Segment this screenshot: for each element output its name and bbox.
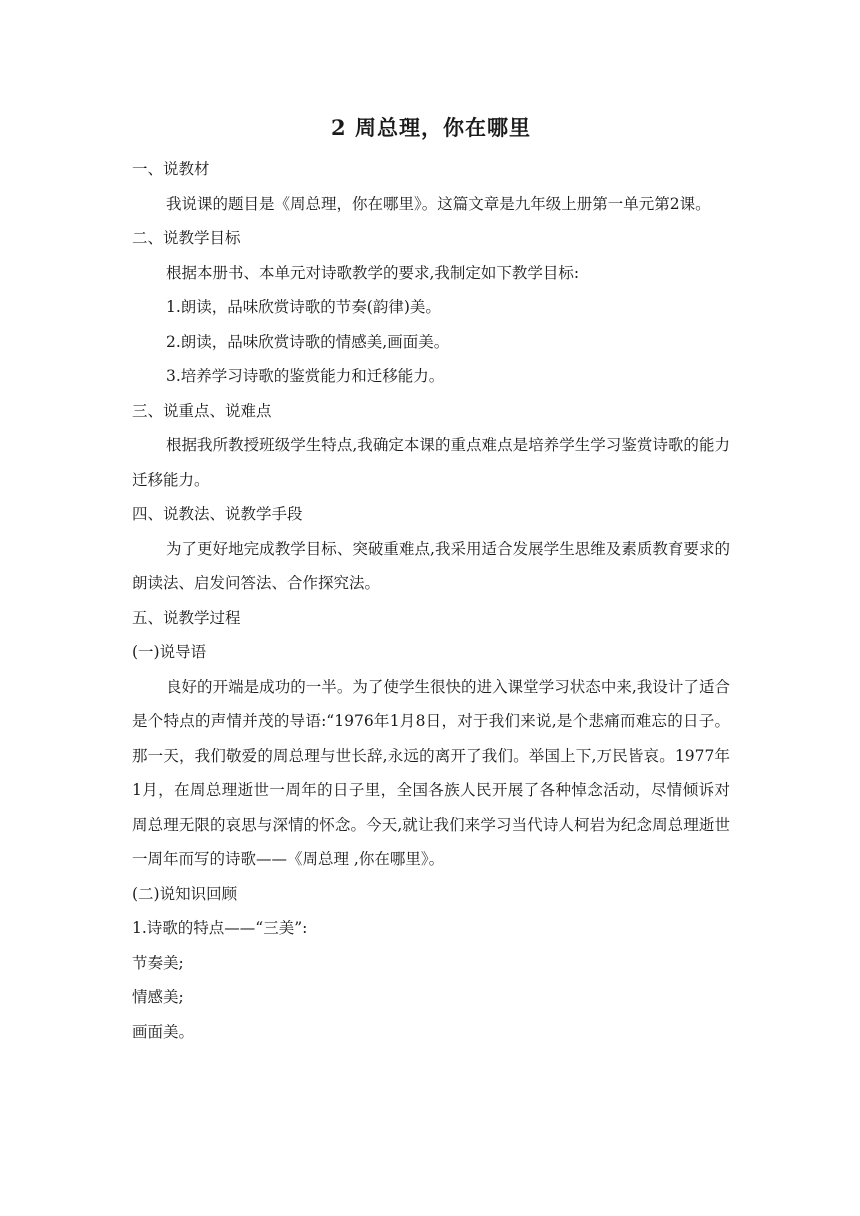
review-item-rhythm: 节奏美; [132,953,184,972]
section-body-4: 为了更好地完成教学目标、突破重难点,我采用适合发展学生思维及素质教育要求的朗读法、启发问答法、合作探究法。 [132,539,730,592]
section-heading-5: 五、说教学过程 [132,608,241,627]
review-point: 1.诗歌的特点——“三美”: [132,919,308,937]
section-heading-1: 一、说教材 [132,160,210,178]
document-page [132,112,730,1049]
goals-intro: 根据本册书、本单元对诗歌教学的要求,我制定如下教学目标: [166,263,580,282]
review-item-emotion: 情感美; [132,988,184,1006]
goal-item-1: 1.朗读，品味欣赏诗歌的节奏(韵律)美。 [166,298,441,316]
section-body-3: 根据我所教授班级学生特点,我确定本课的重点难点是培养学生学习鉴赏诗歌的能力迁移能力。 [132,436,730,489]
section-body-1: 我说课的题目是《周总理，你在哪里》。这篇文章是九年级上册第一单元第2课。 [166,194,711,213]
subsection-heading-intro: (一)说导语 [132,643,207,661]
subsection-heading-review: (二)说知识回顾 [132,884,238,903]
intro-speech-body: 良好的开端是成功的一半。为了使学生很快的进入课堂学习状态中来,我设计了适合是个特点的声情并茂的导语:“1976年1月8日，对于我们来说,是个悲痛而难忘的日子。那一天，我们敬爱的周总理与世长辞,永远的离开了我们。举国上下,万民皆哀。1977年1月，在周总理逝世一周年的日子里，全国各族人民开展了各种悼念活动，尽情倾诉对周总理无限的哀思与深情的怀念。今天,就让我们来学习当代诗人柯岩为纪念周总理逝世一周年而写的诗歌——《周总理 ,你在哪里》。 [132,677,730,868]
review-item-imagery: 画面美。 [132,1022,195,1041]
goal-item-3: 3.培养学习诗歌的鉴赏能力和迁移能力。 [166,367,445,385]
section-heading-2: 二、说教学目标 [132,229,241,247]
section-heading-3: 三、说重点、说难点 [132,401,272,420]
document-title: 2 周总理，你在哪里 [331,115,531,140]
goal-item-2: 2.朗读，品味欣赏诗歌的情感美,画面美。 [166,332,450,351]
section-heading-4: 四、说教法、说教学手段 [132,505,303,523]
